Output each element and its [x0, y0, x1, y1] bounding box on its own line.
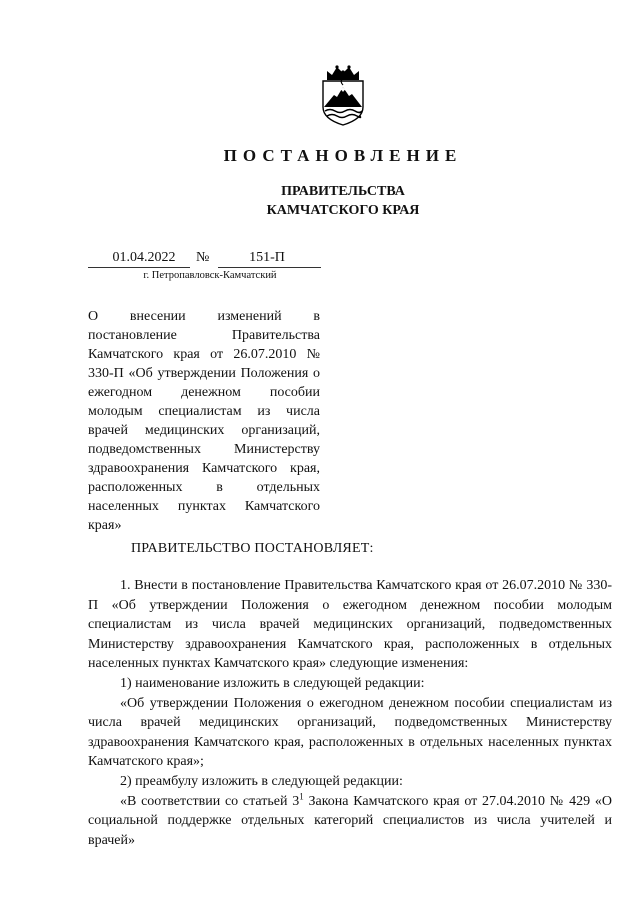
paragraph-5: [88, 792, 612, 851]
paragraph-1: 1. Внести в постановление Правительства Камчатского края от 26.07.2010 № 330-П «Об утверждении Положения о ежегодном денежном пособии молодым специалистам из числа врачей медицинских организаций, подведомственных Министерству здравоохранения Камчатского края, расположенных в отдельных населенных пунктах Камчатского края» следующие изменения:: [88, 578, 612, 672]
document-date: 01.04.2022: [112, 250, 176, 265]
document-place: г. Петропавловск-Камчатский: [143, 270, 277, 281]
issuer-line-1: ПРАВИТЕЛЬСТВА: [281, 184, 405, 199]
paragraph-5-start: «В соответствии со статьей 3: [120, 793, 300, 809]
document-number: 151-П: [249, 250, 285, 265]
article-superscript: 1: [299, 790, 304, 801]
kamchatka-coat-of-arms-icon: [318, 63, 368, 127]
issuer-line-2: КАМЧАТСКОГО КРАЯ: [266, 203, 420, 218]
document-body: [88, 576, 612, 850]
paragraph-4: 2) преамбулу изложить в следующей редакции:: [120, 773, 403, 789]
paragraph-5-end: Закона Камчатского края от 27.04.2010 № 429 «О социальной поддержке отдельных категорий специалистов из числа учителей и врачей»: [88, 793, 612, 848]
number-sign: №: [196, 250, 210, 265]
date-underline: [88, 267, 190, 268]
page-title: ПОСТАНОВЛЕНИЕ: [223, 146, 463, 165]
issuer-block: [0, 182, 640, 220]
document-subject: О внесении изменений в постановление Правительства Камчатского края от 26.07.2010 № 330-П «Об утверждении Положения о ежегодном денежном пособии молодым специалистам из числа врачей медицинских организаций, подведомственных Министерству здравоохранения Камчатского края, расположенных в отдельных населенных пунктах Камчатского края»: [88, 309, 320, 533]
number-underline: [218, 267, 321, 268]
paragraph-3: «Об утверждении Положения о ежегодном денежном пособии специалистам из числа врачей медицинских организаций, подведомственных Министерству здравоохранения Камчатского края, расположенных в отдельных населенных пунктах Камчатского края»;: [88, 695, 612, 770]
resolution-heading: ПРАВИТЕЛЬСТВО ПОСТАНОВЛЯЕТ:: [131, 541, 374, 556]
paragraph-2: 1) наименование изложить в следующей редакции:: [120, 675, 425, 691]
